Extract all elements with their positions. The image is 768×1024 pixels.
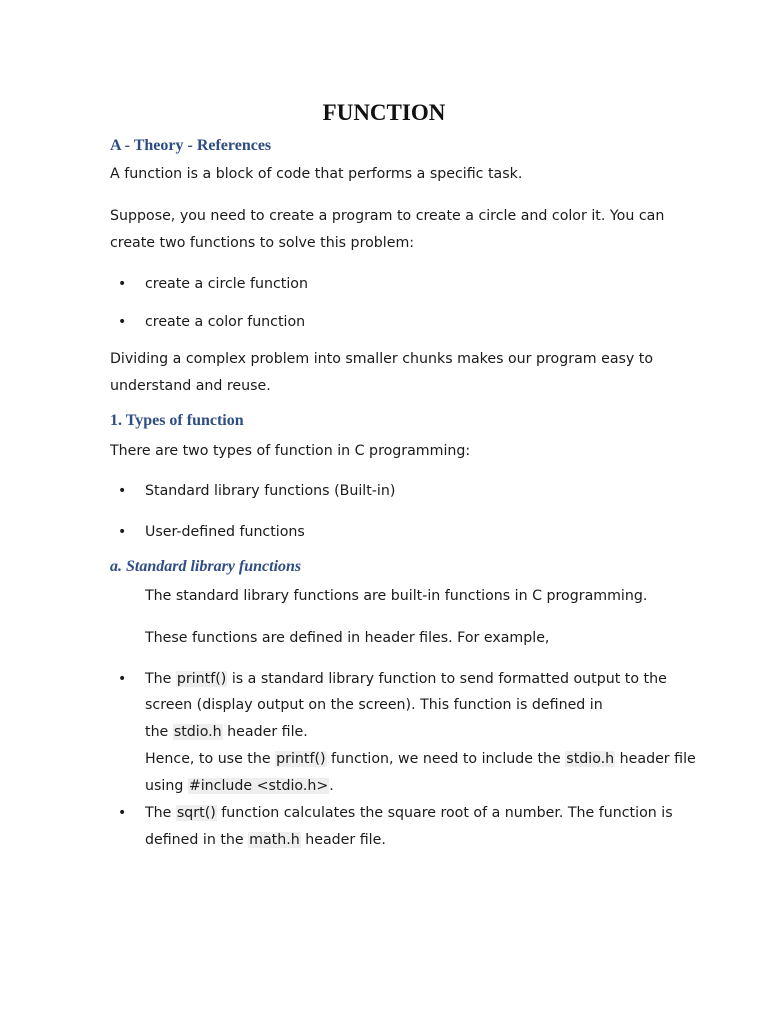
- subsection-heading-standard-library: a. Standard library functions: [110, 558, 302, 575]
- include-stmt-code: #include <stdio.h>: [188, 778, 329, 794]
- printf-bullet-line4-mid: function, we need to include the: [331, 751, 561, 767]
- math-h-code: math.h: [249, 832, 300, 848]
- sqrt-bullet-line1: [145, 800, 725, 827]
- list-item: create a color function: [145, 314, 306, 330]
- list-item: create a circle function: [145, 276, 308, 292]
- paragraph-dividing-line2: understand and reuse.: [110, 378, 271, 394]
- sqrt-bullet-line2: [145, 827, 725, 854]
- paragraph-standard-library: The standard library functions are built-in functions in C programming.: [145, 588, 648, 604]
- printf-bullet-line5-post: .: [329, 778, 334, 794]
- sqrt-bullet-line2-post: header file.: [305, 832, 386, 848]
- stdio-h-code: stdio.h: [173, 724, 222, 740]
- paragraph-example-line2: create two functions to solve this problem:: [110, 235, 415, 251]
- printf-bullet-line4: [145, 746, 725, 773]
- stdio-h-code-2: stdio.h: [566, 751, 615, 767]
- bullet-marker: •: [118, 671, 127, 687]
- section-heading-types: 1. Types of function: [110, 412, 244, 429]
- printf-bullet-line4-pre: Hence, to use the: [145, 751, 271, 767]
- printf-bullet-line1-rest: is a standard library function to send formatted output to the: [231, 671, 667, 687]
- sqrt-bullet-the: The: [145, 805, 172, 821]
- printf-bullet-line4-post: header file: [619, 751, 696, 767]
- printf-bullet-line1: [145, 666, 725, 693]
- printf-bullet-line5-pre: using: [145, 778, 184, 794]
- list-item: User-defined functions: [145, 524, 305, 540]
- sqrt-bullet-line2-pre: defined in the: [145, 832, 244, 848]
- printf-fn-code: printf(): [276, 751, 326, 767]
- bullet-marker: •: [118, 483, 127, 499]
- printf-bullet-line3: [145, 719, 725, 746]
- printf-bullet-line3-post: header file.: [227, 724, 308, 740]
- printf-code: printf(): [176, 671, 227, 687]
- page-title: FUNCTION: [322, 100, 446, 125]
- section-heading-theory: A - Theory - References: [110, 137, 272, 154]
- paragraph-example-line1: Suppose, you need to create a program to create a circle and color it. You can: [110, 208, 665, 224]
- paragraph-definition: A function is a block of code that performs a specific task.: [110, 166, 523, 182]
- printf-bullet-line3-pre: the: [145, 724, 169, 740]
- sqrt-code: sqrt(): [176, 805, 216, 821]
- bullet-marker: •: [118, 524, 127, 540]
- bullet-marker: •: [118, 276, 127, 292]
- bullet-marker: •: [118, 805, 127, 821]
- printf-bullet-the: The: [145, 671, 172, 687]
- bullet-marker: •: [118, 314, 127, 330]
- sqrt-bullet-line1-rest: function calculates the square root of a number. The function is: [221, 805, 673, 821]
- printf-bullet-line5: [145, 773, 725, 800]
- printf-bullet-line2: screen (display output on the screen). This function is defined in: [145, 697, 603, 713]
- paragraph-dividing-line1: Dividing a complex problem into smaller chunks makes our program easy to: [110, 351, 654, 367]
- list-item: Standard library functions (Built-in): [145, 483, 396, 499]
- paragraph-types-intro: There are two types of function in C programming:: [110, 443, 471, 459]
- paragraph-header-files: These functions are defined in header files. For example,: [145, 630, 550, 646]
